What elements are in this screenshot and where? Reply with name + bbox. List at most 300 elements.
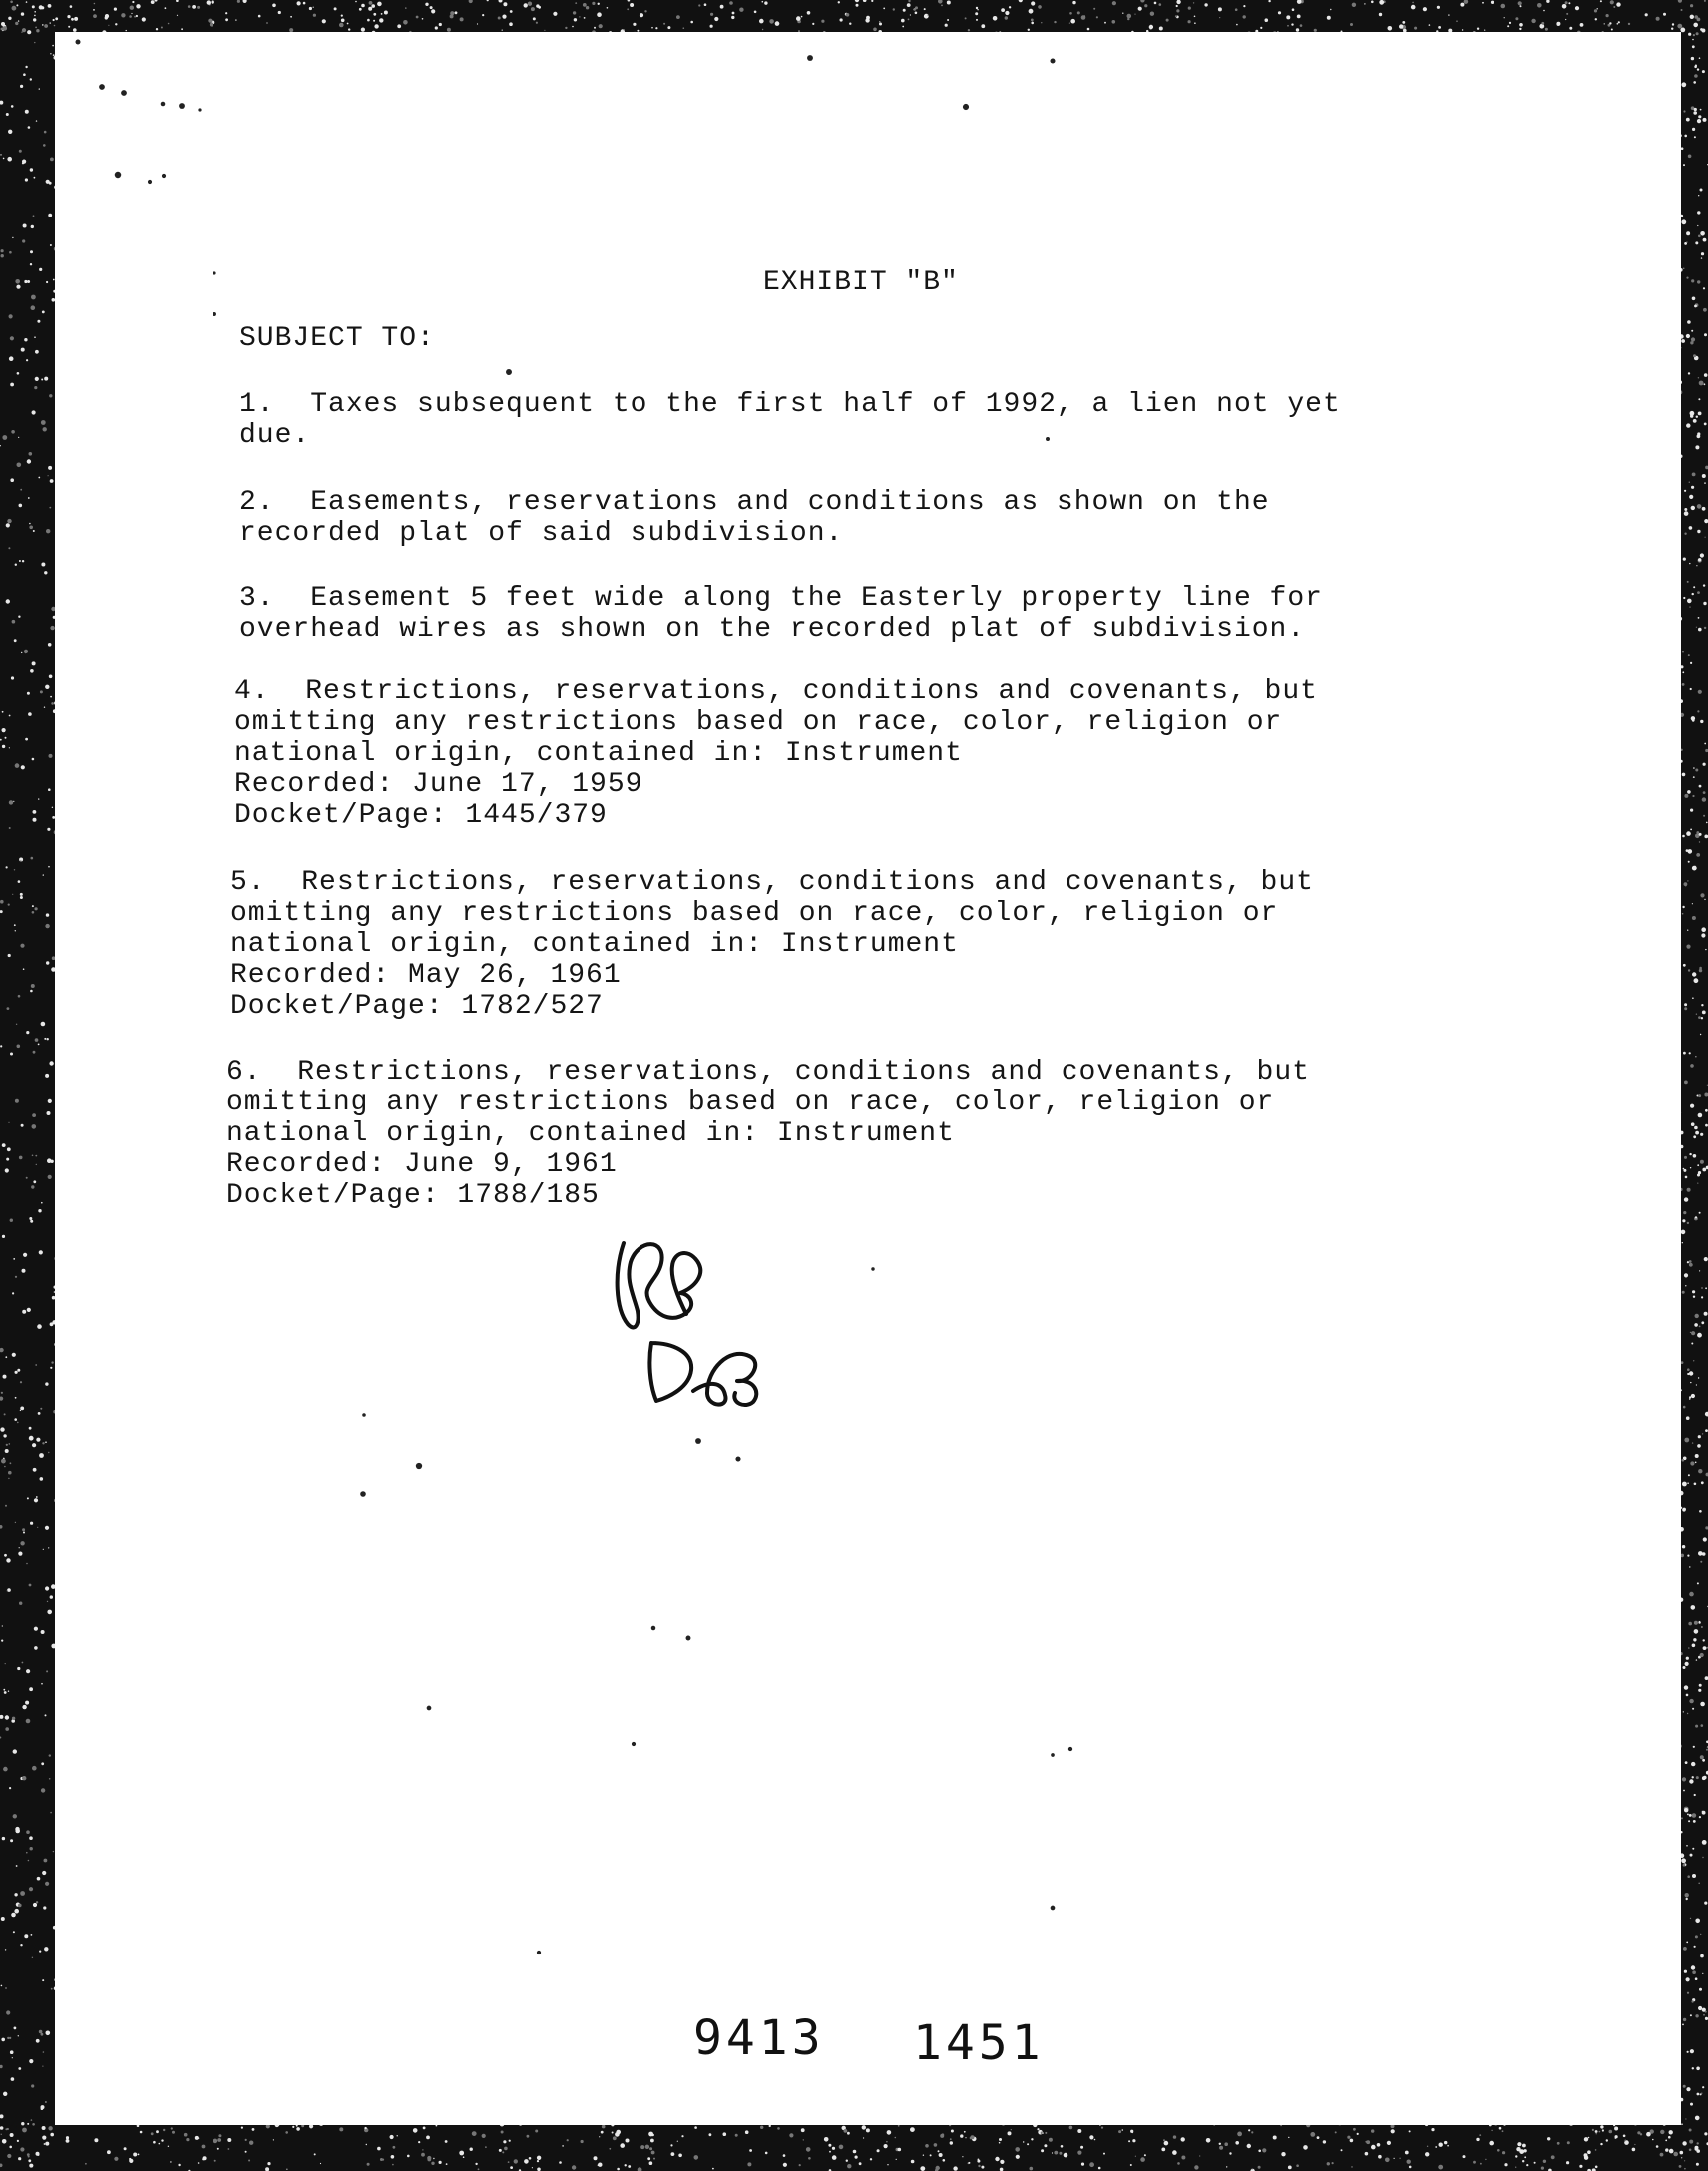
border-speck bbox=[502, 30, 503, 31]
border-speck bbox=[33, 1903, 37, 1907]
border-speck bbox=[9, 251, 12, 254]
border-speck bbox=[23, 1532, 25, 1534]
border-speck bbox=[186, 2138, 189, 2141]
border-speck bbox=[853, 2150, 857, 2154]
border-speck bbox=[30, 78, 32, 80]
border-speck bbox=[140, 2131, 143, 2134]
border-speck bbox=[1697, 2142, 1699, 2144]
border-speck bbox=[70, 5, 73, 8]
item-1-line-1: 1. Taxes subsequent to the first half of 1992, a lien not yet bbox=[239, 389, 1341, 420]
border-speck bbox=[267, 2162, 270, 2165]
border-speck bbox=[601, 2131, 604, 2134]
handwritten-initials bbox=[604, 1219, 833, 1429]
border-speck bbox=[48, 1547, 49, 1548]
border-speck bbox=[1687, 1875, 1690, 1878]
border-speck bbox=[1687, 1555, 1689, 1557]
border-speck bbox=[439, 23, 442, 26]
border-speck bbox=[14, 924, 16, 926]
border-speck bbox=[297, 1, 301, 5]
border-speck bbox=[12, 2057, 13, 2058]
border-speck bbox=[1, 2134, 2, 2135]
border-speck bbox=[1700, 893, 1704, 897]
border-speck bbox=[562, 2145, 564, 2147]
border-speck bbox=[1692, 1290, 1695, 1293]
border-speck bbox=[1694, 136, 1696, 138]
border-speck bbox=[34, 42, 35, 43]
border-speck bbox=[1692, 45, 1695, 48]
border-speck bbox=[1399, 24, 1403, 28]
border-speck bbox=[46, 2031, 51, 2036]
border-speck bbox=[1690, 688, 1692, 690]
border-speck bbox=[228, 2148, 230, 2150]
border-speck bbox=[775, 21, 780, 26]
border-speck bbox=[1149, 25, 1153, 29]
paper-speck bbox=[1050, 58, 1055, 63]
border-speck bbox=[1297, 15, 1301, 19]
border-speck bbox=[1438, 26, 1441, 29]
border-speck bbox=[1682, 1545, 1685, 1548]
border-speck bbox=[977, 9, 978, 10]
border-speck bbox=[1693, 354, 1696, 357]
border-speck bbox=[1618, 21, 1620, 23]
border-speck bbox=[1594, 9, 1597, 12]
border-speck bbox=[5, 1715, 9, 1719]
border-speck bbox=[374, 24, 378, 28]
border-speck bbox=[16, 4, 18, 6]
border-speck bbox=[1656, 2145, 1659, 2148]
border-speck bbox=[2, 2139, 7, 2144]
border-speck bbox=[407, 2155, 410, 2158]
border-speck bbox=[1645, 13, 1648, 16]
border-speck bbox=[1045, 2132, 1047, 2134]
border-speck bbox=[1705, 537, 1706, 538]
border-speck bbox=[1691, 330, 1693, 332]
border-speck bbox=[1292, 8, 1295, 11]
border-speck bbox=[1700, 1755, 1704, 1759]
border-speck bbox=[33, 18, 36, 21]
border-speck bbox=[1350, 23, 1353, 26]
border-speck bbox=[1609, 22, 1611, 24]
border-speck bbox=[303, 2, 306, 5]
border-speck bbox=[509, 2140, 511, 2142]
border-speck bbox=[1684, 1003, 1687, 1006]
border-speck bbox=[1705, 949, 1706, 950]
border-speck bbox=[1689, 1052, 1691, 1054]
border-speck bbox=[1584, 2153, 1588, 2157]
border-speck bbox=[217, 2138, 221, 2142]
paper-speck bbox=[807, 55, 813, 61]
border-speck bbox=[1701, 1004, 1703, 1006]
border-speck bbox=[32, 1113, 36, 1117]
paper-speck bbox=[1051, 1753, 1055, 1757]
document-page bbox=[55, 32, 1681, 2125]
border-speck bbox=[849, 23, 851, 25]
border-speck bbox=[866, 2128, 870, 2132]
border-speck bbox=[1584, 2137, 1588, 2141]
border-speck bbox=[626, 2139, 630, 2143]
border-speck bbox=[1703, 118, 1707, 122]
border-speck bbox=[1565, 1, 1568, 4]
border-speck bbox=[1700, 1034, 1701, 1035]
border-speck bbox=[286, 2169, 287, 2170]
border-speck bbox=[1502, 2151, 1505, 2154]
border-speck bbox=[1044, 2144, 1047, 2147]
border-speck bbox=[27, 692, 30, 695]
border-speck bbox=[1698, 1551, 1703, 1556]
border-speck bbox=[1700, 231, 1705, 236]
border-speck bbox=[1683, 1864, 1686, 1867]
border-speck bbox=[1686, 1845, 1688, 1847]
border-speck bbox=[1694, 1629, 1699, 1634]
border-speck bbox=[1663, 13, 1666, 16]
border-speck bbox=[2, 1625, 3, 1626]
border-speck bbox=[34, 11, 36, 13]
border-speck bbox=[17, 2140, 19, 2142]
border-speck bbox=[1297, 0, 1302, 4]
border-speck bbox=[35, 907, 38, 910]
border-speck bbox=[1682, 1242, 1683, 1243]
list-item-2 bbox=[239, 487, 1506, 549]
border-speck bbox=[13, 1749, 17, 1753]
border-speck bbox=[27, 2123, 29, 2125]
border-speck bbox=[1551, 2155, 1555, 2159]
border-speck bbox=[418, 2141, 420, 2143]
border-speck bbox=[1000, 2160, 1003, 2163]
item-5-line-1: 5. Restrictions, reservations, conditions and covenants, but bbox=[230, 867, 1314, 898]
border-speck bbox=[322, 19, 326, 23]
item-3-line-1: 3. Easement 5 feet wide along the Easterly property line for bbox=[239, 583, 1323, 614]
border-speck bbox=[1691, 1122, 1695, 1126]
border-speck bbox=[22, 1662, 24, 1664]
border-speck bbox=[22, 1310, 26, 1314]
border-speck bbox=[29, 1687, 33, 1691]
border-speck bbox=[1698, 2006, 1702, 2010]
border-speck bbox=[1685, 1893, 1689, 1897]
border-speck bbox=[1407, 2160, 1411, 2164]
border-speck bbox=[1691, 57, 1694, 60]
border-speck bbox=[1693, 111, 1697, 115]
border-speck bbox=[24, 280, 27, 283]
border-speck bbox=[1684, 2168, 1686, 2170]
border-speck bbox=[45, 1526, 49, 1530]
border-speck bbox=[6, 2010, 10, 2014]
border-speck bbox=[712, 2168, 714, 2170]
border-speck bbox=[1351, 2166, 1353, 2168]
border-speck bbox=[1464, 0, 1469, 4]
border-speck bbox=[8, 1691, 9, 1692]
border-speck bbox=[1684, 2160, 1685, 2161]
border-speck bbox=[1087, 28, 1090, 31]
border-speck bbox=[1695, 1314, 1699, 1318]
border-speck bbox=[25, 110, 29, 114]
border-speck bbox=[41, 420, 46, 425]
border-speck bbox=[1687, 1261, 1689, 1263]
border-speck bbox=[893, 8, 895, 10]
border-speck bbox=[178, 2164, 180, 2166]
border-speck bbox=[44, 707, 45, 708]
border-speck bbox=[1606, 2139, 1608, 2141]
border-speck bbox=[373, 13, 376, 16]
border-speck bbox=[225, 18, 228, 21]
border-speck bbox=[1689, 2149, 1692, 2152]
border-speck bbox=[44, 131, 47, 134]
border-speck bbox=[15, 1371, 18, 1374]
border-speck bbox=[266, 22, 268, 24]
border-speck bbox=[1701, 927, 1706, 932]
border-speck bbox=[1447, 2145, 1449, 2147]
border-speck bbox=[369, 1, 373, 5]
border-speck bbox=[1687, 1368, 1690, 1371]
border-speck bbox=[796, 16, 801, 21]
border-speck bbox=[1686, 945, 1690, 949]
border-speck bbox=[435, 26, 438, 29]
border-speck bbox=[3, 2092, 7, 2096]
border-speck bbox=[1077, 11, 1080, 14]
border-speck bbox=[1690, 2049, 1694, 2053]
item-5-recorded: Recorded: May 26, 1961 bbox=[230, 960, 622, 991]
border-speck bbox=[1697, 710, 1699, 712]
border-speck bbox=[252, 2128, 255, 2131]
border-speck bbox=[1694, 1323, 1698, 1327]
exhibit-title: EXHIBIT "B" bbox=[763, 267, 959, 298]
border-speck bbox=[25, 738, 28, 741]
border-speck bbox=[348, 28, 350, 30]
border-speck bbox=[1700, 1160, 1704, 1164]
border-speck bbox=[1, 1917, 5, 1921]
border-speck bbox=[1402, 21, 1405, 24]
border-speck bbox=[1683, 1406, 1686, 1409]
border-speck bbox=[3, 26, 8, 31]
border-speck bbox=[22, 560, 24, 562]
border-speck bbox=[1665, 2140, 1667, 2142]
border-speck bbox=[1515, 2167, 1516, 2168]
border-speck bbox=[2, 1837, 5, 1840]
border-speck bbox=[1688, 1820, 1690, 1822]
border-speck bbox=[31, 2084, 34, 2087]
border-speck bbox=[19, 1547, 20, 1548]
border-speck bbox=[938, 0, 943, 4]
border-speck bbox=[924, 8, 926, 10]
border-speck bbox=[1690, 829, 1692, 831]
border-speck bbox=[355, 1, 357, 3]
border-speck bbox=[971, 2135, 975, 2139]
border-speck bbox=[1681, 9, 1683, 11]
border-speck bbox=[667, 26, 670, 29]
border-speck bbox=[1696, 627, 1697, 628]
border-speck bbox=[1704, 373, 1708, 377]
border-speck bbox=[390, 2135, 394, 2139]
border-speck bbox=[947, 19, 949, 21]
border-speck bbox=[847, 2164, 851, 2168]
border-speck bbox=[1323, 2140, 1326, 2143]
border-speck bbox=[359, 8, 362, 11]
paper-speck bbox=[735, 1456, 740, 1461]
border-speck bbox=[1692, 795, 1694, 797]
border-speck bbox=[1134, 14, 1135, 15]
border-speck bbox=[9, 747, 10, 748]
border-speck bbox=[9, 715, 11, 717]
border-speck bbox=[1423, 7, 1427, 11]
border-speck bbox=[1702, 1168, 1706, 1172]
border-speck bbox=[1686, 241, 1687, 242]
border-speck bbox=[859, 2162, 862, 2165]
border-speck bbox=[1685, 1761, 1688, 1764]
border-speck bbox=[510, 2166, 513, 2169]
border-speck bbox=[29, 2059, 33, 2063]
border-speck bbox=[947, 1, 951, 5]
border-speck bbox=[341, 15, 343, 17]
border-speck bbox=[1678, 0, 1682, 3]
border-speck bbox=[1399, 2158, 1400, 2159]
border-speck bbox=[1176, 0, 1180, 4]
border-speck bbox=[45, 2142, 49, 2146]
border-speck bbox=[470, 2148, 473, 2151]
border-speck bbox=[1689, 1699, 1693, 1703]
border-speck bbox=[4, 1466, 6, 1468]
border-speck bbox=[1181, 2156, 1185, 2160]
border-speck bbox=[433, 2158, 434, 2159]
border-speck bbox=[1682, 773, 1686, 777]
border-speck bbox=[981, 24, 985, 28]
border-speck bbox=[469, 0, 473, 3]
border-speck bbox=[1566, 13, 1568, 15]
border-speck bbox=[1335, 2131, 1337, 2133]
border-speck bbox=[1679, 2165, 1682, 2168]
border-speck bbox=[1690, 1918, 1691, 1919]
border-speck bbox=[1236, 24, 1238, 26]
border-speck bbox=[27, 459, 31, 463]
border-speck bbox=[1438, 2165, 1443, 2170]
border-speck bbox=[10, 383, 14, 387]
border-speck bbox=[1173, 2135, 1176, 2138]
border-speck bbox=[1689, 1263, 1693, 1267]
border-speck bbox=[1688, 372, 1690, 374]
border-speck bbox=[950, 2138, 952, 2140]
border-speck bbox=[1689, 1396, 1691, 1398]
border-speck bbox=[32, 661, 36, 665]
border-speck bbox=[975, 12, 978, 15]
border-speck bbox=[1278, 11, 1281, 14]
border-speck bbox=[1154, 2, 1157, 5]
border-speck bbox=[9, 1787, 11, 1789]
border-speck bbox=[1546, 0, 1549, 3]
border-speck bbox=[38, 798, 39, 799]
border-speck bbox=[379, 18, 383, 22]
border-speck bbox=[235, 19, 236, 20]
item-4-line-1: 4. Restrictions, reservations, conditions and covenants, but bbox=[234, 676, 1318, 707]
border-speck bbox=[1700, 1954, 1704, 1958]
border-speck bbox=[1522, 2160, 1524, 2162]
border-speck bbox=[1541, 22, 1544, 25]
border-speck bbox=[683, 27, 685, 29]
item-4-line-2: omitting any restrictions based on race, color, religion or bbox=[234, 707, 1283, 738]
border-speck bbox=[1181, 2137, 1185, 2141]
border-speck bbox=[1668, 2136, 1671, 2139]
border-speck bbox=[43, 874, 44, 875]
border-speck bbox=[5, 1505, 7, 1507]
border-speck bbox=[4, 1691, 7, 1694]
border-speck bbox=[1001, 8, 1005, 12]
item-6-line-1: 6. Restrictions, reservations, conditions and covenants, but bbox=[226, 1057, 1310, 1087]
border-speck bbox=[729, 1, 733, 5]
border-speck bbox=[1688, 861, 1690, 863]
border-speck bbox=[1702, 797, 1706, 801]
border-speck bbox=[10, 2133, 14, 2137]
border-speck bbox=[644, 10, 646, 12]
border-speck bbox=[1692, 39, 1694, 41]
border-speck bbox=[1697, 530, 1700, 533]
border-speck bbox=[1409, 2166, 1412, 2169]
border-speck bbox=[509, 22, 513, 26]
border-speck bbox=[1268, 0, 1270, 2]
border-speck bbox=[1, 1392, 3, 1394]
border-speck bbox=[172, 2131, 175, 2134]
border-speck bbox=[863, 2137, 864, 2138]
border-speck bbox=[13, 1814, 17, 1818]
border-speck bbox=[1690, 414, 1693, 417]
border-speck bbox=[1604, 23, 1605, 24]
border-speck bbox=[0, 1348, 4, 1352]
border-speck bbox=[23, 1253, 27, 1257]
border-speck bbox=[855, 2156, 858, 2159]
border-speck bbox=[1569, 27, 1572, 30]
border-speck bbox=[1684, 508, 1687, 511]
border-speck bbox=[1460, 3, 1464, 7]
border-speck bbox=[1515, 2155, 1517, 2157]
border-speck bbox=[1682, 1219, 1685, 1222]
border-speck bbox=[243, 0, 247, 3]
border-speck bbox=[22, 160, 26, 164]
border-speck bbox=[651, 27, 653, 29]
border-speck bbox=[292, 2126, 294, 2128]
border-speck bbox=[1690, 2103, 1693, 2106]
border-speck bbox=[1673, 2152, 1678, 2157]
border-speck bbox=[628, 2165, 631, 2168]
border-speck bbox=[1688, 1474, 1690, 1476]
border-speck bbox=[1705, 1429, 1708, 1432]
border-speck bbox=[1122, 2129, 1124, 2131]
border-speck bbox=[1507, 25, 1509, 27]
border-speck bbox=[45, 1074, 49, 1078]
border-speck bbox=[176, 0, 179, 2]
border-speck bbox=[1705, 1124, 1708, 1127]
border-speck bbox=[14, 2027, 17, 2030]
border-speck bbox=[285, 2131, 288, 2134]
border-speck bbox=[1000, 2168, 1004, 2171]
border-speck bbox=[613, 2136, 617, 2140]
border-speck bbox=[7, 1147, 11, 1151]
border-speck bbox=[136, 4, 140, 8]
border-speck bbox=[1485, 2159, 1486, 2160]
border-speck bbox=[478, 2168, 480, 2170]
border-speck bbox=[41, 2107, 44, 2110]
paper-speck bbox=[963, 104, 969, 110]
border-speck bbox=[1682, 651, 1683, 652]
border-speck bbox=[1394, 2158, 1395, 2159]
border-speck bbox=[28, 2156, 29, 2157]
border-speck bbox=[1689, 482, 1690, 483]
border-speck bbox=[227, 2138, 231, 2142]
border-speck bbox=[212, 0, 214, 3]
border-speck bbox=[27, 30, 31, 34]
border-speck bbox=[17, 1667, 20, 1670]
border-speck bbox=[1686, 118, 1690, 122]
border-speck bbox=[49, 507, 51, 509]
border-speck bbox=[1341, 2149, 1343, 2151]
border-speck bbox=[1704, 1902, 1707, 1905]
border-speck bbox=[1595, 18, 1597, 20]
border-speck bbox=[1081, 15, 1086, 20]
